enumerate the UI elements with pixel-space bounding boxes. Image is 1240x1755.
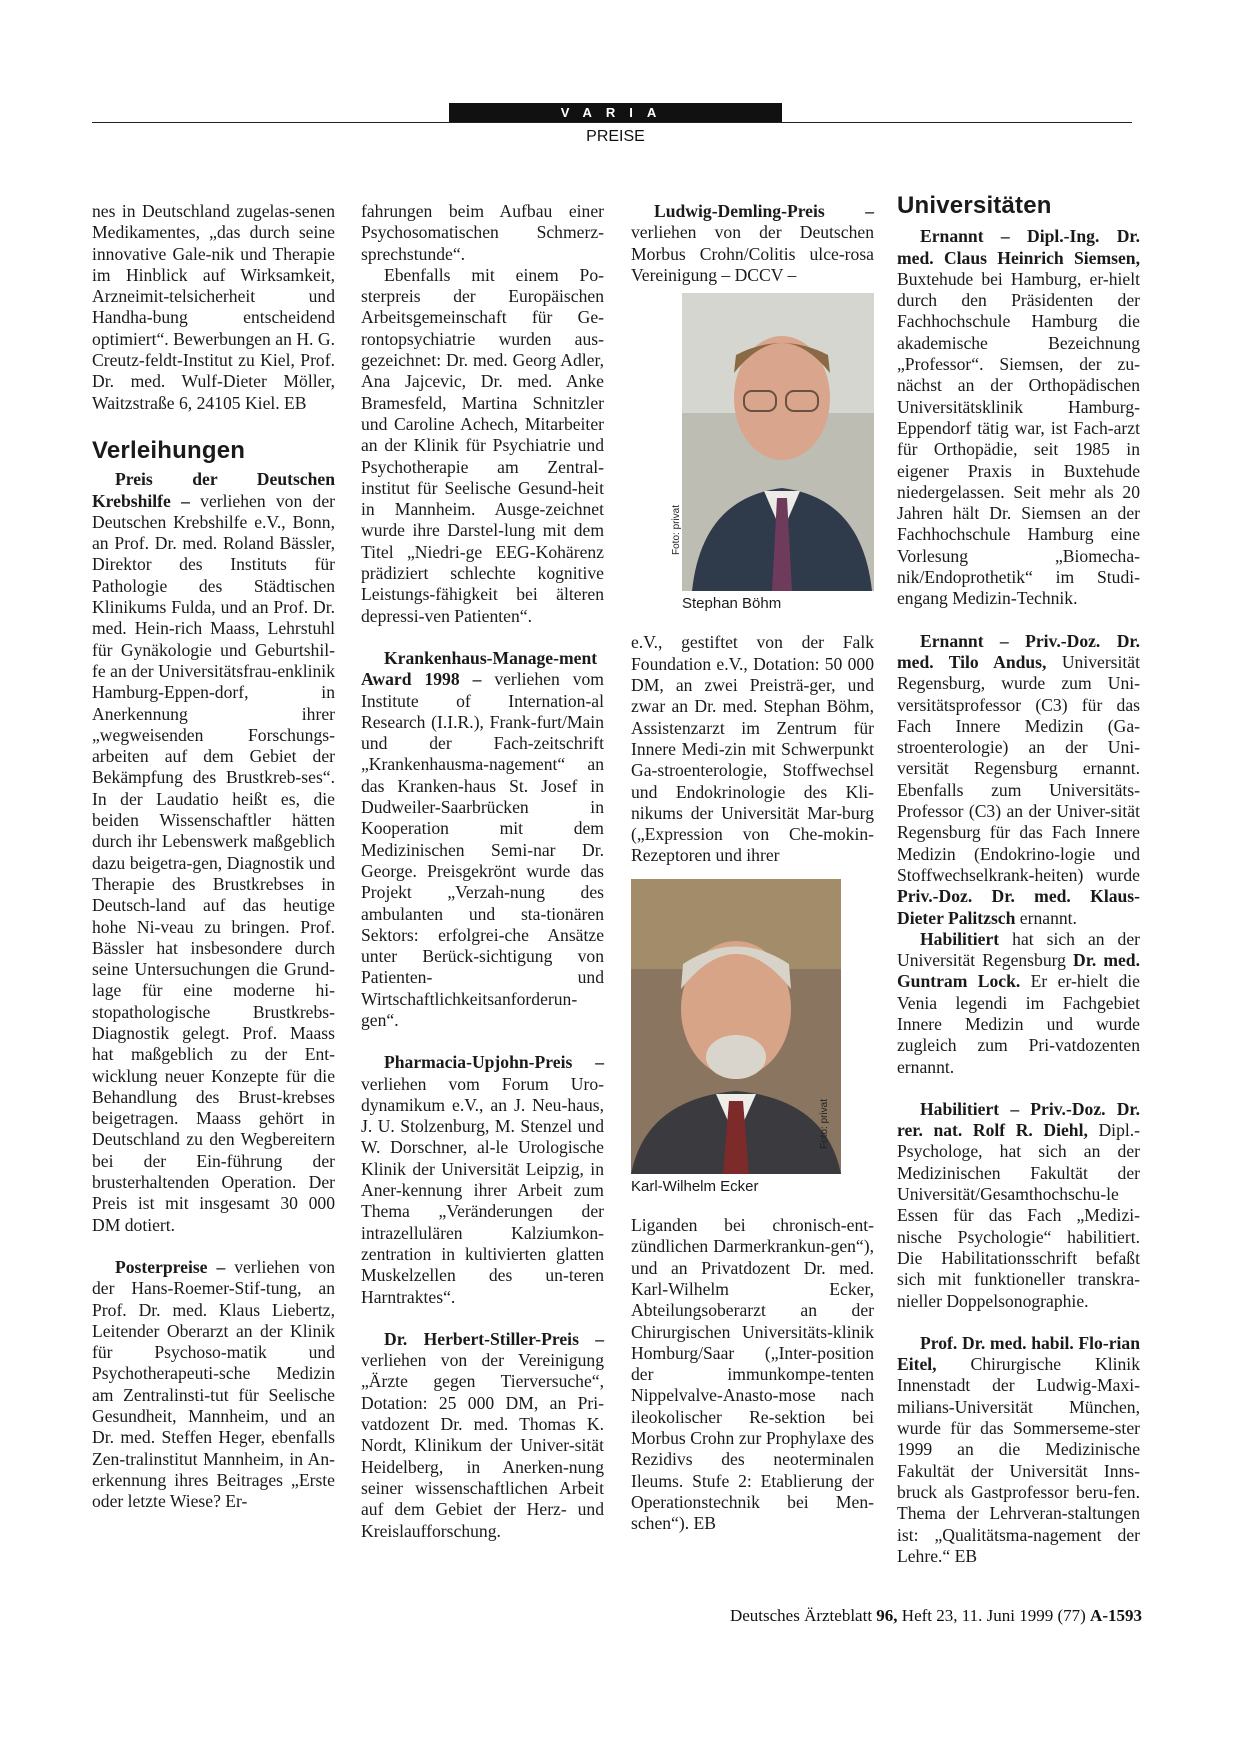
paragraph-krebshilfe	[92, 469, 335, 1236]
paragraph-liganden: Liganden bei chronisch-ent-zündlichen Darmerkrankun-gen“), und an Privatdozent Dr. med. Karl-Wilhelm Ecker, Abteilungsoberarzt an der Chirurgischen Universitäts-klinik Homburg/Saar („Inter-position der immunkompe-tenten Nippelvalve-Anasto-mose nach ileokolischer Re-sektion bei Morbus Crohn zur Prophylaxe des Rezidivs des neoterminalen Ileums. Stufe 2: Etablierung der Operationstechnik bei Men-schen“). EB	[631, 1215, 874, 1534]
paragraph-text: Universität Regensburg, wurde zum Uni-versitätsprofessor (C3) für das Fach Innere Medizin (Ga-stroenterologie) an der Uni-versität Regensburg ernannt. Ebenfalls zum Universitäts-Professor (C3) an der Univer-sität Regensburg für das Fach Innere Medizin (Endokrino-logie und Stoffwechselkrank-heiten) wurde	[897, 651, 1141, 885]
award-title: Habilitiert	[920, 928, 1000, 949]
photo-credit: Foto: privat	[671, 505, 682, 556]
section-label: VARIA	[449, 103, 782, 122]
name-bold: Priv.-Doz. Dr. med. Klaus-Dieter Palitzsch	[897, 886, 1140, 928]
award-title: Prof. Dr. med. habil. Flo-rian Eitel,	[897, 1332, 1140, 1375]
column-1	[92, 201, 335, 1513]
paragraph-ebenfalls: Ebenfalls mit einem Po-sterpreis der Europäischen Arbeitsgemeinschaft für Ge-rontopsychiatrie wurden aus-gezeichnet: Dr. med. Georg Adler, Ana Jajcevic, Dr. med. Anke Bramesfeld, Martina Schnitzler und Caroline Achech, Mitarbeiter an der Klinik für Psychiatrie und Psychotherapie am Zentral-institut für Seelische Gesund-heit in Mannheim. Ausge-zeichnet wurde ihre Darstel-lung mit dem Titel „Niedri-ge EEG-Kohärenz prädiziert schlechte kognitive Leistungs-fähigkeit bei älteren depressi-ven Patienten“.	[361, 264, 604, 626]
award-title: Krankenhaus-Manage-ment Award 1998 –	[361, 647, 598, 690]
footer-journal: Deutsches Ärzteblatt	[729, 1606, 877, 1625]
award-title: Ludwig-Demling-Preis –	[654, 201, 874, 221]
paragraph-posterpreise	[92, 1257, 335, 1513]
photo-figure-boehm	[671, 293, 874, 614]
paragraph-andus	[897, 631, 1140, 929]
paragraph-herbert-stiller	[361, 1329, 604, 1542]
photo-karl-wilhelm-ecker	[631, 879, 841, 1174]
paragraph-text: ernannt.	[1015, 907, 1077, 928]
footer-volume: 96,	[876, 1606, 898, 1625]
paragraph-text: Buxtehude bei Hamburg, er-hielt durch den Präsidenten der Fachhochschule Hamburg die akademische Bezeichnung „Professor“. Siemsen, der zu-nächst an der Orthopädischen Universitätsklinik Hamburg-Eppendorf tätig war, ist Fach-arzt für Orthopädie, seit 1985 in eigener Praxis in Buxtehude niedergelassen. Seit mehr als 20 Jahren hält Dr. Siemsen an der Fachhochschule Hamburg eine Vorlesung „Biomecha-nik/Endoprothetik“ im Studi-engang Medizin-Technik.	[897, 268, 1140, 609]
award-title: Pharmacia-Upjohn-Preis –	[384, 1052, 604, 1073]
footer-page-number: A-1593	[1090, 1606, 1142, 1625]
paragraph-text: verliehen von der Deutschen Krebshilfe e.V., Bonn, an Prof. Dr. med. Roland Bässler, Direktor des Instituts für Pathologie des Städtischen Klinikums Fulda, und an Prof. Dr. med. Hein-rich Maass, Lehrstuhl für Gynäkologie und Geburtshil-fe an der Universitätsfrau-enklinik Hamburg-Eppen-dorf, in Anerkennung ihrer „wegweisenden Forschungs-arbeiten auf dem Gebiet der Bekämpfung des Brustkreb-ses“. In der Laudatio heißt es, die beiden Wissenschaftler hätten durch ihr Lebenswerk maßgeblich dazu beigetra-gen, Diagnostik und Therapie des Brustkrebses in Deutsch-land auf das heutige hohe Ni-veau zu bringen. Prof. Bässler hat insbesondere durch seine Untersuchungen die Grund-lage für eine moderne hi-stopathologische Brustkrebs-Diagnostik gelegt. Prof. Maass hat maßgeblich zu der Ent-wicklung neuer Konzepte für die Behandlung des Brust-krebses beigetragen. Maass gehört in Deutschland zu den Wegbereitern bei der Ein-führung der brusterhaltenden Operation. Der Preis ist mit insgesamt 30 000 DM dotiert.	[92, 490, 335, 1235]
paragraph-text: verliehen von der Hans-Roemer-Stif-tung, an Prof. Dr. med. Klaus Liebertz, Leitender Oberarzt an der Klinik für Psychoso-matik und Psychotherapeuti-sche Medizin am Zentralinsti-tut für Seelische Gesundheit, Mannheim, und an Dr. med. Steffen Heger, ebenfalls Zen-tralinstitut Mannheim, in An-erkennung ihres Beitrages „Erste oder letzte Wiese? Er-	[92, 1256, 335, 1512]
footer-issue: Heft 23, 11. Juni 1999 (77)	[897, 1606, 1091, 1625]
photo-caption: Karl-Wilhelm Ecker	[631, 1177, 759, 1195]
paragraph-falk-foundation: e.V., gestiftet von der Falk Foundation e.V., Dotation: 50 000 DM, an zwei Preisträ-ger, und zwar an Dr. med. Stephan Böhm, Assistenzarzt im Zentrum für Innere Medi-zin mit Schwerpunkt Ga-stroenterologie, Stoffwechsel und Endokrinologie des Kli-nikums der Universität Mar-burg („Expression von Che-mokin-Rezeptoren und ihrer	[631, 632, 874, 866]
heading-verleihungen: Verleihungen	[92, 436, 246, 464]
paragraph-text: verliehen von der Deutschen Morbus Crohn/Colitis ulce-rosa Vereinigung – DCCV –	[631, 222, 874, 285]
paragraph-ludwig-demling	[631, 201, 874, 286]
paragraph-siemsen	[897, 226, 1140, 609]
paragraph-text: verliehen vom Forum Uro-dynamikum e.V., an J. Neu-haus, J. U. Stolzenburg, M. Stenzel und W. Dorschner, al-le Urologische Klinik der Universität Leipzig, in Aner-kennung ihrer Arbeit zum Thema „Veränderungen der intrazellulären Kalziumkon-zentration in kultivierten glatten Muskelzellen des un-teren Harntraktes“.	[361, 1073, 604, 1307]
award-title: Dr. Herbert-Stiller-Preis –	[384, 1328, 604, 1349]
column-4	[897, 192, 1141, 1567]
paragraph-pharmacia	[361, 1052, 604, 1308]
paragraph-text: verliehen von der Vereinigung „Ärzte gegen Tierversuche“, Dotation: 25 000 DM, an Pri-vatdozent Dr. med. Thomas K. Nordt, Klinikum der Univer-sität Heidelberg, in Anerken-nung seiner wissenschaftlichen Arbeit auf dem Gebiet der Herz- und Kreislaufforschung.	[361, 1350, 604, 1541]
paragraph-text: Er er-hielt die Venia legendi im Fachgebiet Innere Medizin und wurde zugleich zum Pri-vatdozenten ernannt.	[897, 971, 1140, 1077]
photo-figure-ecker	[631, 879, 841, 1197]
subsection-label: PREISE	[586, 128, 645, 145]
award-title: Posterpreise –	[115, 1256, 226, 1277]
paragraph-text: verliehen vom Institute of Internation-al Research (I.I.R.), Frank-furt/Main und der Fach-zeitschrift „Krankenhausma-nagement“ an das Kranken-haus St. Josef in Dudweiler-Saarbrücken in Kooperation mit dem Medizinischen Semi-nar Dr. George. Preisgekrönt wurde das Projekt „Verzah-nung des ambulanten und sta-tionären Sektors: erfolgrei-che Ansätze unter Berück-sichtigung von Patienten- und Wirtschaftlichkeitsanforderun-gen“.	[361, 669, 604, 1030]
paragraph-text: hat sich an der Universität Regensburg	[897, 928, 1140, 971]
header-rule	[92, 122, 1132, 123]
award-title: Ernannt – Dipl.-Ing. Dr. med. Claus Heinrich Siemsen,	[897, 226, 1140, 268]
award-title: Ernannt – Priv.-Doz. Dr. med. Tilo Andus,	[897, 630, 1140, 672]
paragraph-text: Chirurgische Klinik Innenstadt der Ludwig-Maxi-milians-Universität München, wurde für das Sommerseme-ster 1999 an die Medizinische Fakultät der Universität Inns-bruck als Gastprofessor beru-fen. Thema der Lehrveran-staltungen ist: „Qualitätsma-nagement der Lehre.“ EB	[897, 1354, 1140, 1566]
paragraph-continued: fahrungen beim Aufbau einer Psychosomatischen Schmerz-sprechstunde“.	[361, 201, 604, 264]
page-footer	[730, 1606, 1142, 1626]
name-bold: Dr. med. Guntram Lock.	[897, 950, 1140, 992]
paragraph-eitel	[897, 1333, 1140, 1567]
paragraph-text: Dipl.-Psychologe, hat sich an der Medizinischen Fakultät der Universität/Gesamthochschu-le Essen für das Fach „Medizi-nische Psychologie“ habilitiert. Die Habilitationsschrift befaßt sich mit funktioneller transkra-nieller Doppelsonographie.	[897, 1120, 1141, 1311]
award-title: Preis der Deutschen Krebshilfe –	[92, 469, 335, 511]
photo-stephan-boehm	[682, 293, 874, 591]
portrait-image	[682, 293, 874, 591]
paragraph-intro: nes in Deutschland zugelas-senen Medikamentes, „das durch seine innovative Gale-nik und Therapie im Hinblick auf Wirksamkeit, Arzneimit-telsicherheit und Handha-bung entscheidend optimiert“. Bewerbungen an H. G. Creutz-feldt-Institut zu Kiel, Prof. Dr. med. Wulf-Dieter Möller, Waitzstraße 6, 24105 Kiel. EB	[92, 201, 335, 413]
column-2	[361, 201, 604, 1542]
heading-universitaeten: Universitäten	[897, 192, 1052, 219]
paragraph-krankenhaus-award	[361, 648, 604, 1031]
photo-credit: Foto: privat	[819, 1098, 830, 1149]
column-3	[631, 201, 874, 1535]
paragraph-lock	[897, 929, 1140, 1078]
photo-caption: Stephan Böhm	[682, 595, 782, 613]
paragraph-diehl	[897, 1099, 1140, 1312]
portrait-image	[631, 879, 841, 1174]
award-title: Habilitiert – Priv.-Doz. Dr. rer. nat. Rolf R. Diehl,	[897, 1098, 1140, 1141]
